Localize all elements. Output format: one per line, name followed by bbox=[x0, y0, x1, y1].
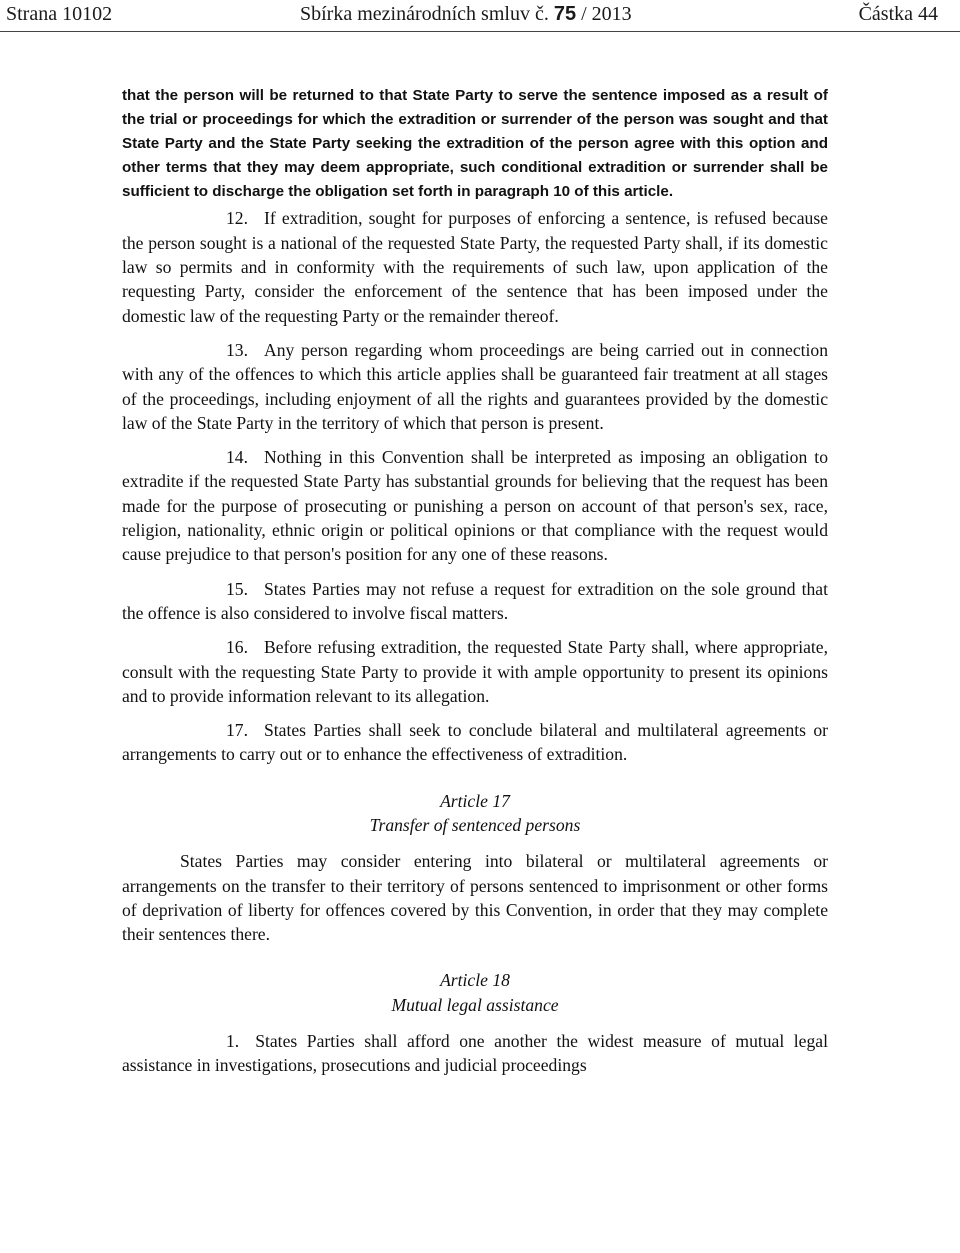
article-number: Article 18 bbox=[440, 970, 510, 991]
article-title: Mutual legal assistance bbox=[391, 994, 559, 1015]
paragraph-17 bbox=[122, 718, 828, 767]
document-body bbox=[122, 84, 828, 1088]
article-17-text: States Parties may consider entering into bilateral or multilateral agreements or arrangements on the transfer to their territory of persons sentenced to imprisonment or other forms of deprivation of liberty for offences covered by this Convention, in order that they may complete their sentences there. bbox=[122, 851, 828, 945]
paragraph-12 bbox=[122, 206, 828, 327]
paragraph-number: 1. bbox=[226, 1031, 240, 1052]
paragraph-text: States Parties may not refuse a request for extradition on the sole ground that the offence is also considered to involve fiscal matters. bbox=[122, 578, 828, 623]
collection-title bbox=[300, 3, 632, 26]
paragraph-number: 13. bbox=[226, 339, 248, 360]
paragraph-text: States Parties shall afford one another the widest measure of mutual legal assistance in investigations, prosecutions and judicial proceedings bbox=[122, 1031, 828, 1076]
paragraph-number: 14. bbox=[226, 447, 248, 468]
paragraph-text: Before refusing extradition, the requested State Party shall, where appropriate, consult with the requesting State Party to provide it with ample opportunity to present its opinions and to provide information relevant to its allegation. bbox=[122, 637, 828, 706]
paragraph-14 bbox=[122, 445, 828, 566]
article-18-paragraph-1 bbox=[122, 1029, 828, 1078]
paragraph-number: 15. bbox=[226, 578, 248, 599]
article-17-heading bbox=[122, 789, 828, 838]
issue-year: / 2013 bbox=[581, 3, 632, 25]
article-18-heading bbox=[122, 968, 828, 1017]
article-number: Article 17 bbox=[440, 790, 510, 811]
paragraph-15 bbox=[122, 577, 828, 626]
paragraph-text: Nothing in this Convention shall be interpreted as imposing an obligation to extradite if the requested State Party has substantial grounds for believing that the request has been made for the purpose of prosecuting or punishing a person on account of that person's sex, race, religion, nationality, ethnic origin or political opinions or that compliance with the request would cause prejudice to that person's position for any one of these reasons. bbox=[122, 447, 828, 565]
paragraph-16 bbox=[122, 635, 828, 708]
paragraph-number: 17. bbox=[226, 720, 248, 741]
header-divider bbox=[0, 31, 960, 32]
page-header bbox=[0, 0, 960, 32]
paragraph-11-continued: that the person will be returned to that State Party to serve the sentence imposed as a result of the trial or proceedings for which the extradition or surrender of the person was sought and that State Party and the State Party seeking the extradition of the person agree with this option and other terms that they may deem appropriate, such conditional extradition or surrender shall be sufficient to discharge the obligation set forth in paragraph 10 of this article. bbox=[122, 87, 828, 201]
collection-prefix: Sbírka mezinárodních smluv č. bbox=[300, 3, 549, 25]
paragraph-text: States Parties shall seek to conclude bilateral and multilateral agreements or arrangements to carry out or to enhance the effectiveness of extradition. bbox=[122, 720, 828, 765]
paragraph-number: 16. bbox=[226, 637, 248, 658]
issue-number: 75 bbox=[553, 3, 577, 25]
paragraph-text: Any person regarding whom proceedings are being carried out in connection with any of the offences to which this article applies shall be guaranteed fair treatment at all stages of the proceedings, including enjoyment of all the rights and guarantees provided by the domestic law of the State Party in the territory of which that person is present. bbox=[122, 339, 828, 433]
paragraph-text: If extradition, sought for purposes of enforcing a sentence, is refused because the person sought is a national of the requested State Party, the requested Party shall, if its domestic law so permits and in conformity with the requirements of such law, upon application of the requesting Party, consider the enforcement of the sentence that has been imposed under the domestic law of the requesting Party or the remainder thereof. bbox=[122, 208, 828, 326]
page-number: Strana 10102 bbox=[6, 3, 113, 25]
article-title: Transfer of sentenced persons bbox=[369, 815, 581, 835]
part-number: Částka 44 bbox=[858, 3, 938, 25]
paragraph-13 bbox=[122, 338, 828, 435]
paragraph-number: 12. bbox=[226, 208, 248, 229]
